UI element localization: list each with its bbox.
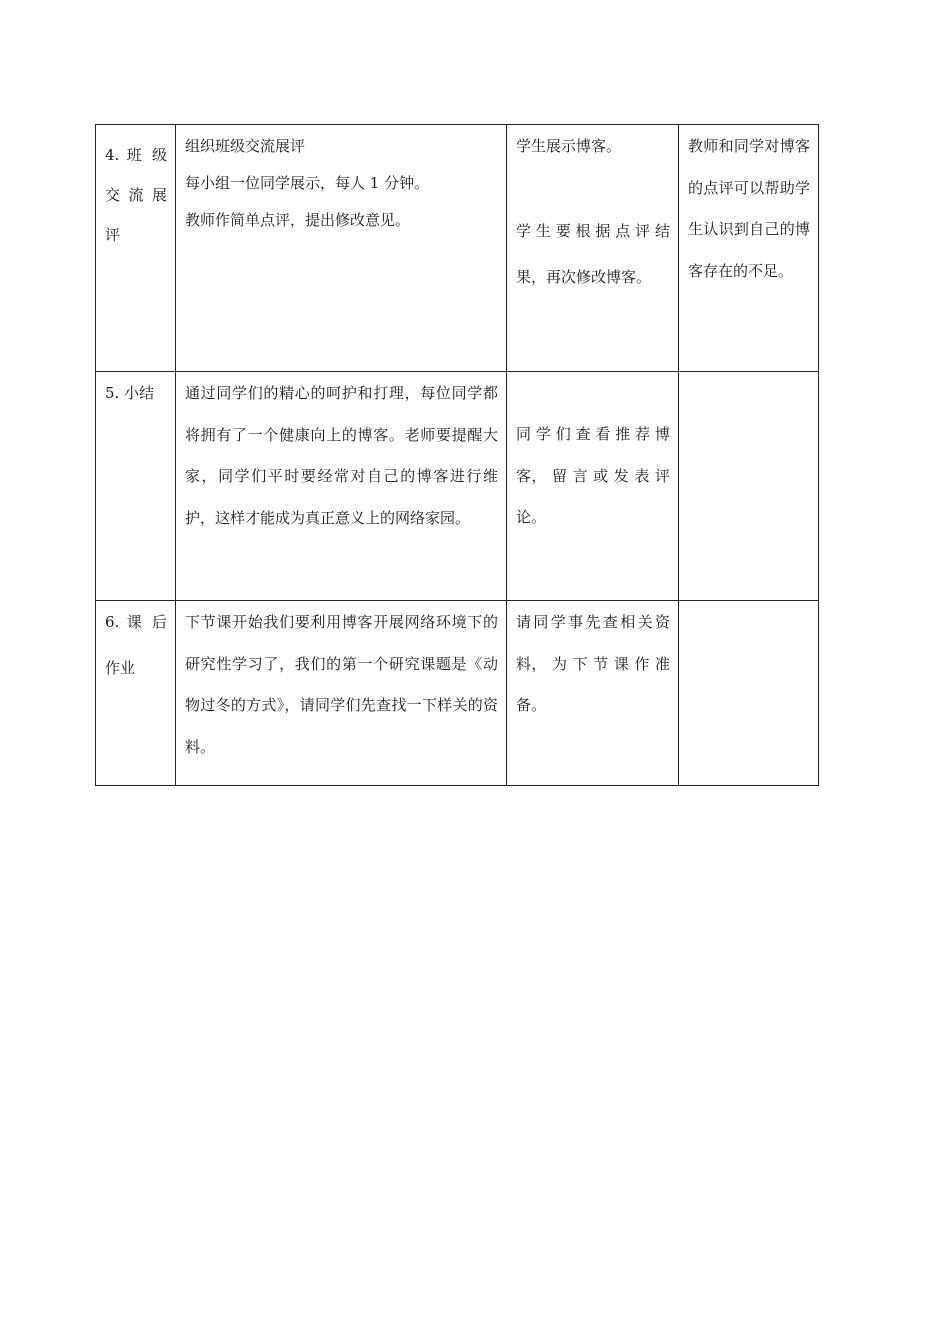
design-intent-text: 教师和同学对博客的点评可以帮助学生认识到自己的博客存在的不足。 bbox=[688, 137, 810, 280]
stage-cell bbox=[96, 125, 176, 372]
table-row bbox=[96, 372, 819, 601]
lesson-plan-table bbox=[95, 124, 819, 786]
table-row bbox=[96, 601, 819, 786]
teacher-activity-cell bbox=[176, 372, 507, 601]
stage-label: 6. 课 后 作业 bbox=[105, 613, 167, 677]
teacher-activity-text: 通过同学们的精心的呵护和打理，每位同学都将拥有了一个健康向上的博客。老师要提醒大家，同学们平时要经常对自己的博客进行维护，这样才能成为真正意义上的网络家园。 bbox=[185, 384, 498, 527]
student-activity-line: 学 生 要 根 据 点 评 结 果，再次修改博客。 bbox=[516, 222, 670, 286]
design-intent-cell bbox=[679, 125, 819, 372]
teacher-activity-text: 下节课开始我们要利用博客开展网络环境下的研究性学习了，我们的第一个研究课题是《动物过冬的方式》，请同学们先查找一下样关的资料。 bbox=[185, 613, 498, 756]
student-activity-cell bbox=[507, 601, 679, 786]
design-intent-cell bbox=[679, 601, 819, 786]
teacher-activity-cell bbox=[176, 125, 507, 372]
stage-cell bbox=[96, 601, 176, 786]
stage-label: 4. 班 级 交 流 展 评 bbox=[105, 146, 167, 244]
stage-label: 5. 小结 bbox=[105, 384, 155, 402]
student-activity-cell bbox=[507, 125, 679, 372]
teacher-activity-cell bbox=[176, 601, 507, 786]
teacher-activity-line: 每小组一位同学展示，每人 1 分钟。 bbox=[185, 174, 430, 192]
student-activity-line: 学生展示博客。 bbox=[516, 137, 622, 155]
teacher-activity-line: 教师作简单点评，提出修改意见。 bbox=[185, 211, 411, 229]
design-intent-cell bbox=[679, 372, 819, 601]
student-activity-text: 请同学事先查相关资 料， 为 下 节 课 作 准 备。 bbox=[516, 613, 670, 714]
student-activity-text: 同 学 们 查 看 推 荐 博 客， 留 言 或 发 表 评 论。 bbox=[516, 425, 670, 526]
student-activity-cell bbox=[507, 372, 679, 601]
table-row bbox=[96, 125, 819, 372]
stage-cell bbox=[96, 372, 176, 601]
teacher-activity-line: 组织班级交流展评 bbox=[185, 137, 306, 155]
